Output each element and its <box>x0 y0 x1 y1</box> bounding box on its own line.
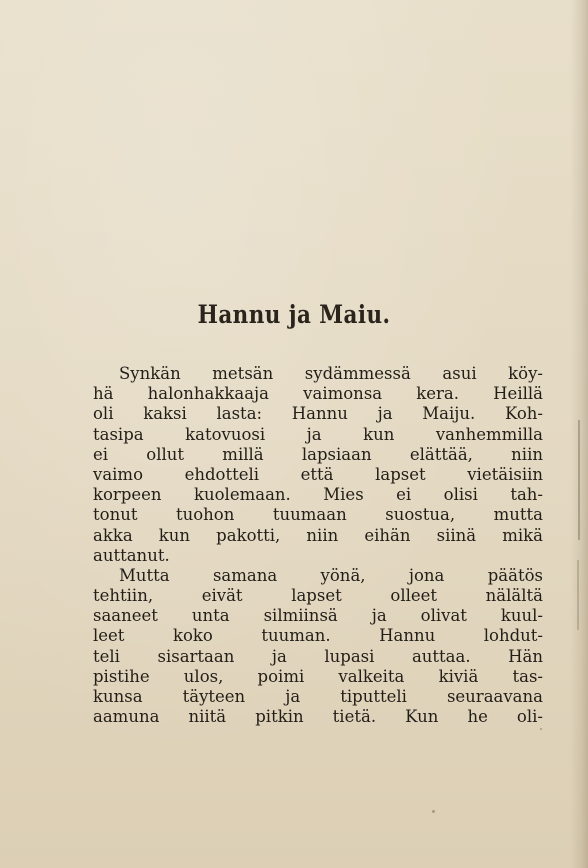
ink-speck <box>540 728 542 730</box>
story-body <box>93 364 543 727</box>
text-line: leet koko tuuman. Hannu lohdut- <box>93 626 543 646</box>
text-line: pistihe ulos, poimi valkeita kiviä tas- <box>93 666 543 686</box>
text-line: auttanut. <box>93 545 170 565</box>
text-line: aamuna niitä pitkin tietä. Kun he oli- <box>93 707 543 727</box>
text-line: hä halonhakkaaja vaimonsa kera. Heillä <box>93 384 543 404</box>
text-line: akka kun pakotti, niin eihän siinä mikä <box>93 525 543 545</box>
text-line: tasipa katovuosi ja kun vanhemmilla <box>93 424 543 444</box>
text-line: kunsa täyteen ja tiputteli seuraavana <box>93 687 543 706</box>
text-line: tonut tuohon tuumaan suostua, mutta <box>93 505 543 525</box>
text-line: Mutta samana yönä, jona päätös <box>119 565 543 585</box>
text-line: saaneet unta silmiinsä ja olivat kuul- <box>93 606 543 626</box>
text-line: ei ollut millä lapsiaan elättää, niin <box>93 444 543 464</box>
story-title: Hannu ja Maiu. <box>197 300 391 329</box>
ink-speck <box>432 810 435 813</box>
text-line: vaimo ehdotteli että lapset vietäisiin <box>93 464 543 484</box>
ink-speck <box>577 560 579 630</box>
text-line: teli sisartaan ja lupasi auttaa. Hän <box>93 646 543 666</box>
text-line: korpeen kuolemaan. Mies ei olisi tah- <box>93 485 543 505</box>
text-line: Synkän metsän sydämmessä asui köy- <box>119 364 543 383</box>
ink-speck <box>578 420 580 540</box>
text-line: oli kaksi lasta: Hannu ja Maiju. Koh- <box>93 404 543 424</box>
text-line: tehtiin, eivät lapset olleet nälältä <box>93 586 543 606</box>
